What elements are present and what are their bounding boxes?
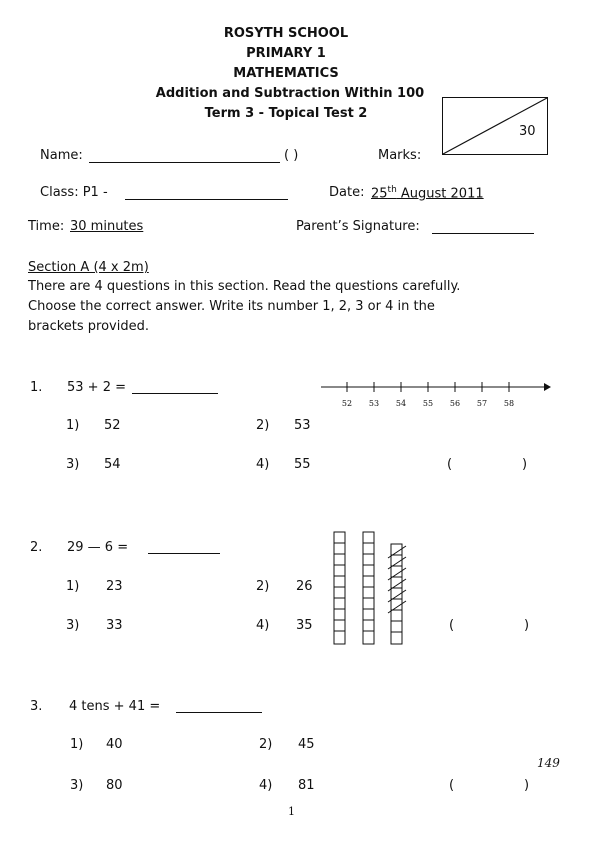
answer-bracket-open[interactable]: ( [449,778,455,793]
option-number: 4) [256,618,270,633]
option-value: 80 [106,778,123,793]
option-value: 52 [104,418,121,433]
page-number: 1 [288,805,295,818]
class-label: Class: P1 - [40,185,108,200]
answer-bracket-close[interactable]: ) [524,778,530,793]
option-value: 54 [104,457,121,472]
question-text: 29 — 6 = [67,540,129,555]
test-title: Term 3 - Topical Test 2 [204,106,368,121]
name-label: Name: [40,148,83,163]
marks-total: 30 [519,124,536,139]
date-day: 25 [371,186,388,202]
tens-ones-blocks [330,530,410,646]
instruction-line-1: There are 4 questions in this section. Read the questions carefully. [28,279,461,294]
option-number: 2) [256,579,270,594]
name-index-brackets: ( ) [284,148,299,163]
marks-box [442,97,548,155]
option-value: 23 [106,579,123,594]
option-value: 81 [298,778,315,793]
school-name: ROSYTH SCHOOL [223,26,349,41]
number-line-label: 57 [476,399,488,408]
answer-blank[interactable] [132,393,218,394]
handwritten-note: 149 [537,756,560,770]
level: PRIMARY 1 [246,46,326,61]
option-number: 1) [66,579,80,594]
marks-label: Marks: [378,148,422,163]
option-number: 2) [256,418,270,433]
answer-blank[interactable] [176,712,262,713]
option-value: 40 [106,737,123,752]
number-line-label: 56 [449,399,461,408]
answer-bracket-close[interactable]: ) [522,457,528,472]
number-line [318,378,552,412]
question-number: 2. [30,540,43,555]
option-number: 1) [66,418,80,433]
option-value: 45 [298,737,315,752]
question-text: 53 + 2 = [67,380,126,395]
instruction-line-2: Choose the correct answer. Write its number 1, 2, 3 or 4 in the [28,299,435,314]
number-line-label: 53 [368,399,380,408]
topic: Addition and Subtraction Within 100 [155,86,425,101]
date-month-year: August 2011 [396,186,484,202]
option-number: 4) [256,457,270,472]
number-line-label: 54 [395,399,407,408]
instruction-line-3: brackets provided. [28,319,149,334]
option-value: 55 [294,457,311,472]
question-number: 1. [30,380,43,395]
option-number: 3) [70,778,84,793]
time-label: Time: [28,219,65,234]
signature-label: Parent’s Signature: [296,219,420,234]
name-field[interactable] [89,162,280,163]
option-number: 4) [259,778,273,793]
date-label: Date: [329,185,365,200]
question-number: 3. [30,699,43,714]
option-number: 3) [66,618,80,633]
option-value: 26 [296,579,313,594]
number-line-label: 52 [341,399,353,408]
section-title: Section A (4 x 2m) [28,260,149,275]
option-value: 35 [296,618,313,633]
answer-blank[interactable] [148,553,220,554]
option-value: 53 [294,418,311,433]
signature-field[interactable] [432,233,534,234]
time-value: 30 minutes [70,219,144,234]
answer-bracket-open[interactable]: ( [449,618,455,633]
question-text: 4 tens + 41 = [69,699,161,714]
class-field[interactable] [125,199,288,200]
option-number: 2) [259,737,273,752]
number-line-label: 58 [503,399,515,408]
option-value: 33 [106,618,123,633]
date-suffix: th [387,185,397,195]
subject: MATHEMATICS [233,66,339,81]
answer-bracket-open[interactable]: ( [447,457,453,472]
option-number: 3) [66,457,80,472]
answer-bracket-close[interactable]: ) [524,618,530,633]
number-line-label: 55 [422,399,434,408]
option-number: 1) [70,737,84,752]
date-value [371,185,484,201]
